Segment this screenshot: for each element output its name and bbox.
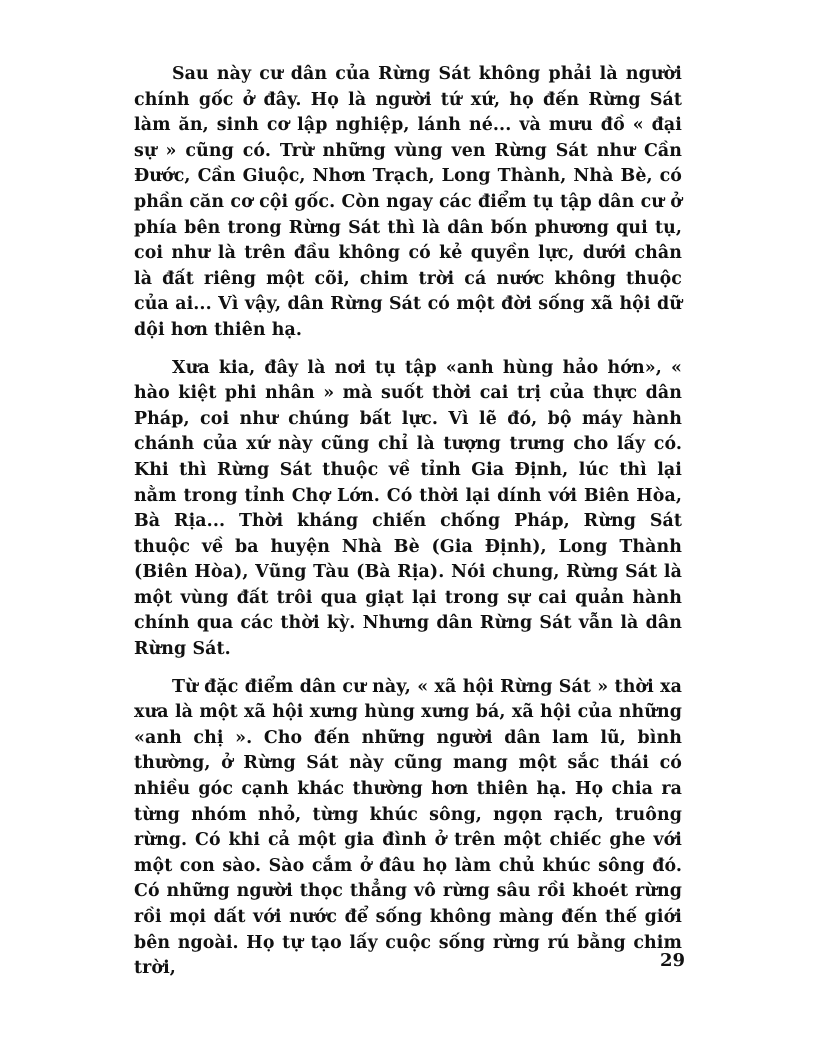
paragraph-2: Xưa kia, đây là nơi tụ tập «anh hùng hảo hớn», « hào kiệt phi nhân » mà suốt thời cai trị của thực dân Pháp, coi như chúng bất lực. Vì lẽ đó, bộ máy hành chánh của xứ này cũng chỉ là tượng trưng cho lấy có. Khi thì Rừng Sát thuộc về tỉnh Gia Định, lúc thì lại nằm trong tỉnh Chợ Lớn. Có thời lại dính với Biên Hòa, Bà Rịa... Thời kháng chiến chống Pháp, Rừng Sát thuộc về ba huyện Nhà Bè (Gia Định), Long Thành (Biên Hòa), Vũng Tàu (Bà Rịa). Nói chung, Rừng Sát là một vùng đất trôi qua giạt lại trong sự cai quản hành chính qua các thời kỳ. Nhưng dân Rừng Sát vẫn là dân Rừng Sát. [134, 357, 682, 660]
book-page [134, 62, 682, 1002]
paragraph-3: Từ đặc điểm dân cư này, « xã hội Rừng Sát » thời xa xưa là một xã hội xưng hùng xưng bá, xã hội của những «anh chị ». Cho đến những người dân lam lũ, bình thường, ở Rừng Sát này cũng mang một sắc thái có nhiều góc cạnh khác thường hơn thiên hạ. Họ chia ra từng nhóm nhỏ, từng khúc sông, ngọn rạch, truông rừng. Có khi cả một gia đình ở trên một chiếc ghe với một con sào. Sào cắm ở đâu họ làm chủ khúc sông đó. Có những người thọc thẳng vô rừng sâu rồi khoét rừng rồi mọi dất với nước để sống không màng đến thế giới bên ngoài. Họ tự tạo lấy cuộc sống rừng rú bằng chim trời, [134, 676, 682, 979]
paragraph-1: Sau này cư dân của Rừng Sát không phải là người chính gốc ở đây. Họ là người tứ xứ, họ đến Rừng Sát làm ăn, sinh cơ lập nghiệp, lánh né... và mưu đồ « đại sự » cũng có. Trừ những vùng ven Rừng Sát như Cần Đước, Cần Giuộc, Nhơn Trạch, Long Thành, Nhà Bè, có phần căn cơ cội gốc. Còn ngay các điểm tụ tập dân cư ở phía bên trong Rừng Sát thì là dân bốn phương qui tụ, coi như là trên đầu không có kẻ quyền lực, dưới chân là đất riêng một cõi, chim trời cá nước không thuộc của ai... Vì vậy, dân Rừng Sát có một đời sống xã hội dữ dội hơn thiên hạ. [134, 64, 682, 340]
page-number: 29 [660, 950, 686, 971]
